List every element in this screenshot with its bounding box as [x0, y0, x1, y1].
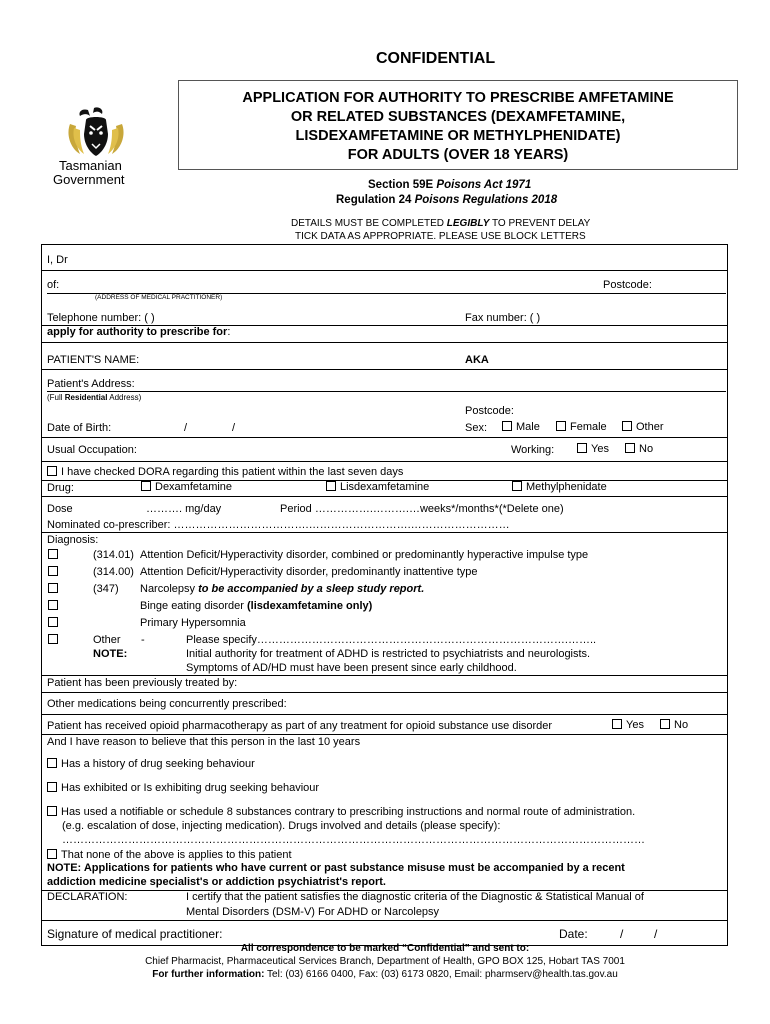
- patient-postcode-field[interactable]: [520, 403, 620, 417]
- checkbox[interactable]: [660, 719, 670, 729]
- opioid-yes-option[interactable]: [612, 719, 644, 731]
- checkbox[interactable]: [47, 758, 57, 768]
- patient-name-label: PATIENT'S NAME:: [47, 354, 140, 366]
- diagnosis-code: (314.01): [93, 549, 134, 561]
- notifiable-details-label: (e.g. escalation of dose, injecting medication). Drugs involved and details (please specify):: [62, 820, 501, 832]
- drug-seeking-history-option[interactable]: [47, 758, 255, 770]
- divider: [41, 734, 727, 735]
- diagnosis-specify-field[interactable]: Please specify………………………………………………………………………….……..: [186, 634, 597, 646]
- dora-text: I have checked DORA regarding this patient within the last seven days: [61, 466, 404, 478]
- checkbox[interactable]: [326, 481, 336, 491]
- logo-text-government: Government: [53, 172, 125, 187]
- option-label: Has used a notifiable or schedule 8 substances contrary to prescribing instructions and normal route of administration.: [61, 806, 636, 818]
- divider: [41, 270, 727, 271]
- title-line: FOR ADULTS (OVER 18 YEARS): [347, 147, 569, 163]
- option-label: No: [674, 719, 689, 731]
- declaration-label: DECLARATION:: [47, 891, 128, 903]
- option-label: Other: [636, 421, 664, 433]
- option-label: Has a history of drug seeking behaviour: [61, 758, 255, 770]
- diagnosis-code: (314.00): [93, 566, 134, 578]
- footer-line-1: All correspondence to be marked “Confidential” and sent to:: [240, 943, 530, 954]
- note-text: (Full: [47, 393, 65, 402]
- practitioner-address-field[interactable]: [70, 278, 590, 292]
- other-medications-field[interactable]: Other medications being concurrently prescribed:: [47, 698, 287, 710]
- checkbox[interactable]: [612, 719, 622, 729]
- diagnosis-text: Attention Deficit/Hyperactivity disorder, predominantly inattentive type: [140, 566, 478, 578]
- aka-field[interactable]: [500, 352, 720, 366]
- signature-label: Signature of medical practitioner:: [47, 927, 223, 941]
- occupation-label: Usual Occupation:: [47, 444, 137, 456]
- note-line-2: Symptoms of AD/HD must have been present since early childhood.: [186, 662, 517, 674]
- title-line: LISDEXAMFETAMINE OR METHYLPHENIDATE): [295, 128, 621, 144]
- option-label: Male: [516, 421, 540, 433]
- divider: [41, 369, 727, 370]
- sex-female-option[interactable]: [556, 421, 607, 433]
- instruction-legibly: LEGIBLY: [446, 218, 490, 229]
- opioid-no-option[interactable]: [660, 719, 688, 731]
- dob-field[interactable]: [140, 420, 260, 434]
- telephone-label: Telephone number: ( ): [47, 312, 155, 324]
- dora-check-option[interactable]: [47, 466, 403, 478]
- doctor-name-label: I, Dr: [47, 254, 68, 266]
- diagnosis-emphasis: (lisdexamfetamine only): [247, 600, 373, 612]
- practitioner-postcode-field[interactable]: [660, 278, 720, 292]
- checkbox[interactable]: [48, 600, 58, 610]
- form-title-box: [178, 80, 738, 170]
- apply-colon: :: [227, 326, 231, 338]
- note-colon: :: [123, 648, 128, 660]
- divider: [41, 692, 727, 693]
- note-word: NOTE: [93, 648, 124, 660]
- footer-line-3: [0, 969, 770, 980]
- option-label: Dexamfetamine: [155, 481, 233, 493]
- checkbox[interactable]: [622, 421, 632, 431]
- none-apply-option[interactable]: [47, 849, 292, 861]
- diagnosis-text: Narcolepsy: [140, 583, 199, 595]
- tasmanian-government-logo: [58, 104, 138, 162]
- diagnosis-adhd-inattentive[interactable]: [48, 566, 478, 578]
- option-label: Yes: [626, 719, 644, 731]
- note-label: [93, 648, 127, 660]
- patient-address-label: Patient's Address:: [47, 378, 135, 390]
- notifiable-substance-option[interactable]: [47, 806, 635, 818]
- divider: [41, 342, 727, 343]
- checkbox[interactable]: [48, 617, 58, 627]
- divider: [41, 532, 727, 533]
- title-line: APPLICATION FOR AUTHORITY TO PRESCRIBE AMFETAMINE: [242, 90, 674, 106]
- footer-line-2: Chief Pharmacist, Pharmaceutical Services Branch, Department of Health, GPO BOX 125, Hobart TAS 7001: [145, 956, 625, 967]
- opioid-question: Patient has received opioid pharmacotherapy as part of any treatment for opioid substance use disorder: [47, 720, 553, 732]
- diagnosis-label: Diagnosis:: [47, 534, 99, 546]
- option-label: Has exhibited or Is exhibiting drug seeking behaviour: [61, 782, 320, 794]
- checkbox[interactable]: [141, 481, 151, 491]
- drug-lisdexamfetamine-option[interactable]: [326, 481, 429, 493]
- divider: [41, 714, 727, 715]
- footer-contact: Tel: (03) 6166 0400, Fax: (03) 6173 0820, Email: pharmserv@health.tas.gov.au: [264, 969, 618, 980]
- patient-name-field[interactable]: [150, 352, 450, 366]
- option-label: No: [639, 443, 654, 455]
- signature-field[interactable]: [240, 925, 540, 941]
- logo-text-tasmanian: Tasmanian: [59, 158, 122, 173]
- dob-slash: /: [232, 422, 236, 434]
- diagnosis-text: Binge eating disorder: [140, 600, 248, 612]
- patient-postcode-label: Postcode:: [465, 405, 514, 417]
- diagnosis-code: (347): [93, 583, 119, 595]
- previously-treated-field[interactable]: Patient has been previously treated by:: [47, 677, 238, 689]
- checkbox[interactable]: [48, 566, 58, 576]
- notifiable-details-field[interactable]: ……………………………………………………………………………………………………………………………………………: [62, 834, 645, 846]
- drug-seeking-exhibited-option[interactable]: [47, 782, 319, 794]
- fax-field[interactable]: [562, 310, 720, 324]
- date-slash: /: [620, 927, 624, 941]
- diagnosis-text: Attention Deficit/Hyperactivity disorder, combined or predominantly hyperactive impulse type: [140, 549, 589, 561]
- patient-address-underline: [47, 391, 726, 392]
- section-reference: [368, 179, 531, 191]
- regulation-reference: [336, 194, 557, 206]
- diagnosis-adhd-combined[interactable]: [48, 549, 589, 561]
- option-label: That none of the above is applies to this patient: [61, 849, 292, 861]
- checkbox[interactable]: [512, 481, 522, 491]
- doctor-name-field[interactable]: [90, 252, 720, 268]
- working-no-option[interactable]: [625, 443, 653, 455]
- checkbox[interactable]: [625, 443, 635, 453]
- dob-label: Date of Birth:: [47, 422, 112, 434]
- address-label: of:: [47, 279, 60, 291]
- diagnosis-binge-eating[interactable]: [48, 600, 373, 612]
- option-label: Female: [570, 421, 607, 433]
- divider: [41, 437, 727, 438]
- coprescriber-field[interactable]: Nominated co-prescriber: ……………………………….……………………….………………………: [47, 519, 510, 531]
- instruction-line-1: [291, 218, 590, 229]
- divider: [41, 496, 727, 497]
- telephone-field[interactable]: [185, 310, 455, 324]
- checkbox[interactable]: [47, 782, 57, 792]
- occupation-field[interactable]: [145, 442, 495, 456]
- date-label: Date:: [559, 927, 588, 941]
- date-slash: /: [654, 927, 658, 941]
- note-text: Address): [107, 393, 142, 402]
- title-line: OR RELATED SUBSTANCES (DEXAMFETAMINE,: [290, 109, 626, 125]
- instruction-text: DETAILS MUST BE COMPLETED: [291, 218, 444, 229]
- working-label: Working:: [511, 444, 555, 456]
- note-line-1: Initial authority for treatment of ADHD is restricted to psychiatrists and neurologists.: [186, 648, 591, 660]
- divider: [41, 920, 727, 921]
- divider: [41, 461, 727, 462]
- note-residential: Residential: [64, 393, 108, 402]
- drug-methylphenidate-option[interactable]: [512, 481, 607, 493]
- regulation-act: Poisons Regulations 2018: [414, 194, 558, 206]
- option-label: Yes: [591, 443, 609, 455]
- regulation-label: Regulation 24: [336, 194, 412, 206]
- diagnosis-narcolepsy[interactable]: [48, 583, 425, 595]
- divider: [41, 675, 727, 676]
- checkbox[interactable]: [47, 466, 57, 476]
- checkbox[interactable]: [502, 421, 512, 431]
- instruction-line-2: TICK DATA AS APPROPRIATE. PLEASE USE BLOCK LETTERS: [295, 231, 586, 242]
- substance-misuse-note-1: NOTE: Applications for patients who have current or past substance misuse must be accompanied by a recent: [47, 862, 625, 874]
- confidential-heading: CONFIDENTIAL: [376, 50, 496, 67]
- patient-address-note: [47, 393, 141, 402]
- diagnosis-dash: -: [141, 634, 145, 646]
- diagnosis-emphasis: to be accompanied by a sleep study report.: [198, 583, 425, 595]
- dose-field[interactable]: ………. mg/day: [146, 503, 222, 515]
- option-label: Lisdexamfetamine: [340, 481, 430, 493]
- checkbox[interactable]: [48, 634, 58, 644]
- period-field[interactable]: Period …………….……….…weeks*/months*(*Delete one): [280, 503, 564, 515]
- drug-dexamfetamine-option[interactable]: [141, 481, 232, 493]
- section-label: Section 59E: [368, 179, 434, 191]
- dob-slash: /: [184, 422, 188, 434]
- footer-info-label: For further information:: [152, 969, 265, 980]
- sex-label: Sex:: [465, 422, 488, 434]
- working-yes-option[interactable]: [577, 443, 609, 455]
- checkbox[interactable]: [47, 849, 57, 859]
- drug-label: Drug:: [47, 482, 74, 494]
- checkbox[interactable]: [48, 583, 58, 593]
- checkbox[interactable]: [48, 549, 58, 559]
- sex-other-option[interactable]: [622, 421, 664, 433]
- declaration-text-1: I certify that the patient satisfies the diagnostic criteria of the Diagnostic & Statistical Manual of: [186, 891, 644, 903]
- checkbox[interactable]: [47, 806, 57, 816]
- apply-text: apply for authority to prescribe for: [47, 326, 228, 338]
- diagnosis-other[interactable]: [48, 634, 597, 646]
- practitioner-postcode-label: Postcode:: [603, 279, 652, 291]
- diagnosis-hypersomnia[interactable]: [48, 617, 246, 629]
- declaration-text-2: Mental Disorders (DSM-V) For ADHD or Narcolepsy: [186, 906, 440, 918]
- section-act: Poisons Act 1971: [436, 179, 532, 191]
- checkbox[interactable]: [556, 421, 566, 431]
- option-label: Methylphenidate: [526, 481, 607, 493]
- diagnosis-text: Primary Hypersomnia: [140, 617, 246, 629]
- fax-label: Fax number: ( ): [465, 312, 541, 324]
- substance-misuse-note-2: addiction medicine specialist's or addiction psychiatrist's report.: [47, 876, 386, 888]
- checkbox[interactable]: [577, 443, 587, 453]
- address-note: (ADDRESS OF MEDICAL PRACTITIONER): [95, 294, 223, 301]
- sex-male-option[interactable]: [502, 421, 540, 433]
- aka-label: AKA: [465, 354, 489, 366]
- reason-to-believe: And I have reason to believe that this person in the last 10 years: [47, 736, 361, 748]
- diagnosis-other-label: Other: [93, 634, 121, 646]
- date-field[interactable]: [595, 925, 720, 941]
- apply-for-authority: [47, 326, 230, 338]
- patient-address-field[interactable]: [145, 376, 720, 390]
- instruction-text: TO PREVENT DELAY: [491, 218, 591, 229]
- dose-label: Dose: [47, 503, 73, 515]
